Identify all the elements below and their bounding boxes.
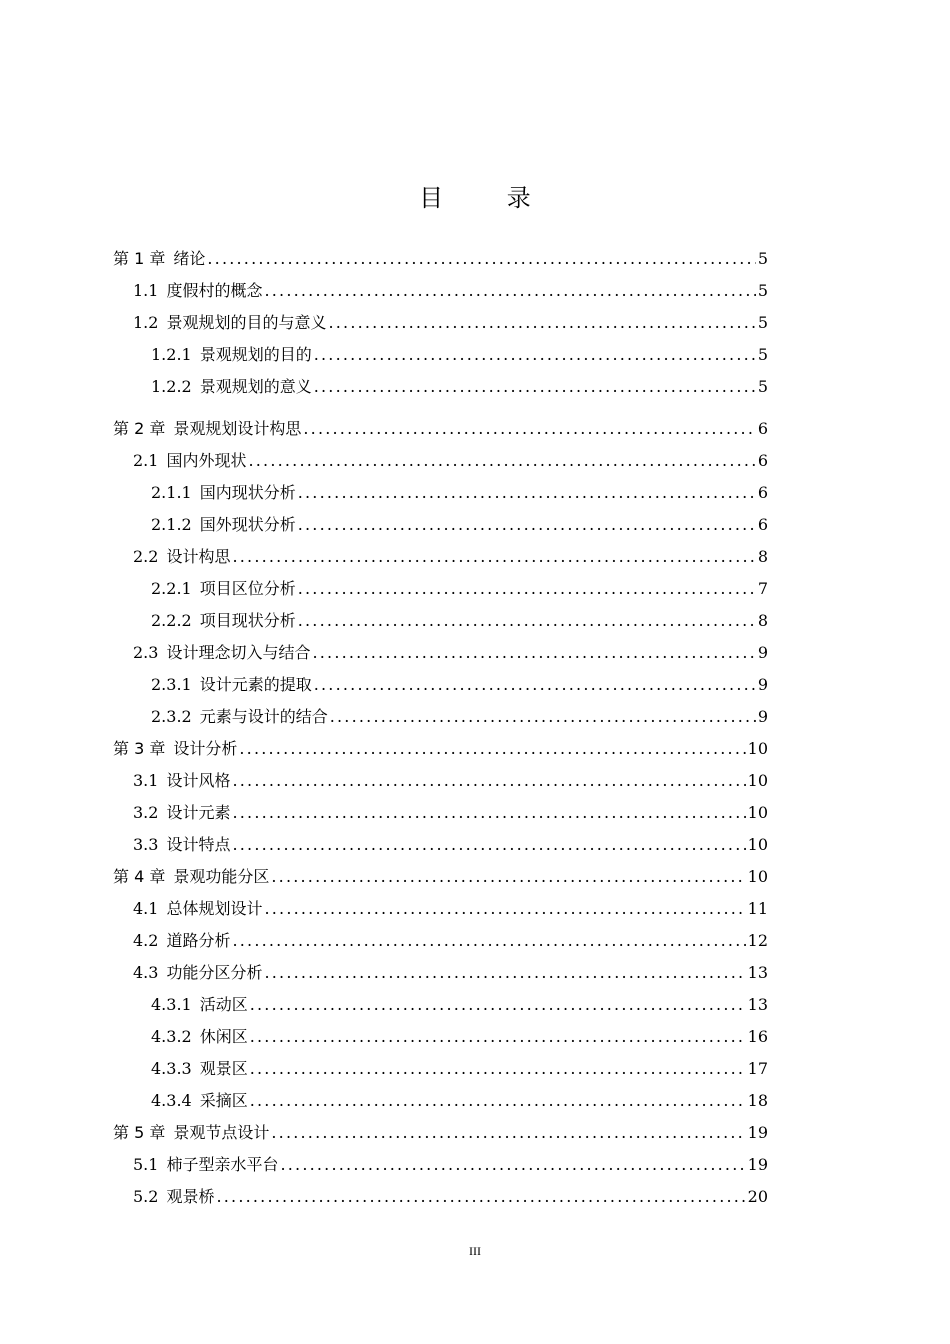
toc-entry-number: 1.1 <box>133 281 159 300</box>
toc-dot-leader <box>314 339 756 371</box>
toc-entry-label <box>151 339 312 371</box>
toc-entry-title: 景观节点设计 <box>173 1123 270 1142</box>
toc-dot-leader <box>328 307 755 339</box>
toc-entry-page: 10 <box>747 835 768 854</box>
toc-entry-title: 景观功能分区 <box>173 867 270 886</box>
toc-entry-page: 10 <box>747 739 768 758</box>
toc-dot-leader <box>264 893 745 925</box>
toc-entry-title: 项目现状分析 <box>199 611 296 630</box>
toc-dot-leader <box>264 957 745 989</box>
toc-entry-label <box>133 637 310 669</box>
toc-dot-leader <box>298 477 756 509</box>
toc-entry-title: 设计分析 <box>173 739 238 758</box>
toc-entry-title: 国内外现状 <box>166 451 247 470</box>
toc-entry-page: 5 <box>757 313 768 332</box>
toc-entry-title: 设计风格 <box>166 771 231 790</box>
toc-entry-label <box>151 1053 248 1085</box>
toc-dot-leader <box>216 1181 745 1213</box>
toc-entry-page: 8 <box>757 611 768 630</box>
toc-entry-label <box>151 669 312 701</box>
toc-subsection-entry[interactable] <box>113 1085 768 1117</box>
toc-entry-number: 3.2 <box>133 803 159 822</box>
toc-entry-label <box>151 573 296 605</box>
toc-entry-number: 第 2 章 <box>113 419 166 438</box>
toc-entry-title: 设计理念切入与结合 <box>166 643 311 662</box>
toc-entry-number: 2.1.1 <box>151 483 192 502</box>
toc-entry-label <box>133 445 246 477</box>
toc-section-entry[interactable] <box>113 1181 768 1213</box>
toc-chapter-entry[interactable] <box>113 243 768 275</box>
table-of-contents <box>113 243 768 1213</box>
toc-section-entry[interactable] <box>113 275 768 307</box>
toc-section-entry[interactable] <box>113 637 768 669</box>
toc-entry-page: 19 <box>747 1155 768 1174</box>
toc-entry-number: 2.3.1 <box>151 675 192 694</box>
toc-dot-leader <box>303 413 755 445</box>
toc-entry-title: 景观规划的意义 <box>199 377 312 396</box>
toc-section-entry[interactable] <box>113 893 768 925</box>
toc-entry-label <box>133 797 230 829</box>
toc-entry-title: 功能分区分析 <box>166 963 263 982</box>
toc-subsection-entry[interactable] <box>113 1021 768 1053</box>
toc-subsection-entry[interactable] <box>113 509 768 541</box>
toc-section-entry[interactable] <box>113 925 768 957</box>
toc-entry-page: 5 <box>757 345 768 364</box>
toc-chapter-entry[interactable] <box>113 733 768 765</box>
toc-entry-number: 4.1 <box>133 899 159 918</box>
toc-entry-title: 休闲区 <box>199 1027 248 1046</box>
toc-entry-title: 观景桥 <box>166 1187 215 1206</box>
toc-entry-page: 13 <box>747 963 768 982</box>
toc-entry-title: 观景区 <box>199 1059 248 1078</box>
toc-subsection-entry[interactable] <box>113 701 768 733</box>
toc-entry-title: 采摘区 <box>199 1091 248 1110</box>
toc-entry-page: 6 <box>757 451 768 470</box>
toc-chapter-entry[interactable] <box>113 413 768 445</box>
toc-dot-leader <box>232 541 755 573</box>
toc-entry-number: 4.3.1 <box>151 995 192 1014</box>
toc-entry-label <box>133 957 262 989</box>
toc-dot-leader <box>250 1021 746 1053</box>
toc-entry-page: 6 <box>757 483 768 502</box>
toc-entry-number: 1.2 <box>133 313 159 332</box>
toc-entry-page: 10 <box>747 867 768 886</box>
toc-entry-label <box>133 1181 214 1213</box>
toc-subsection-entry[interactable] <box>113 573 768 605</box>
toc-subsection-entry[interactable] <box>113 605 768 637</box>
toc-dot-leader <box>314 669 756 701</box>
toc-entry-number: 5.2 <box>133 1187 159 1206</box>
toc-entry-number: 3.3 <box>133 835 159 854</box>
toc-entry-label <box>133 1149 278 1181</box>
toc-entry-title: 总体规划设计 <box>166 899 263 918</box>
toc-entry-label <box>133 829 230 861</box>
toc-entry-number: 第 4 章 <box>113 867 166 886</box>
toc-dot-leader <box>232 829 745 861</box>
toc-entry-number: 2.2.1 <box>151 579 192 598</box>
toc-dot-leader <box>271 861 745 893</box>
toc-dot-leader <box>232 925 745 957</box>
toc-dot-leader <box>298 509 756 541</box>
toc-entry-number: 2.1.2 <box>151 515 192 534</box>
toc-entry-label <box>151 1021 248 1053</box>
toc-section-entry[interactable] <box>113 445 768 477</box>
toc-entry-page: 13 <box>747 995 768 1014</box>
toc-subsection-entry[interactable] <box>113 477 768 509</box>
toc-entry-number: 2.2 <box>133 547 159 566</box>
toc-entry-title: 设计构思 <box>166 547 231 566</box>
toc-section-entry[interactable] <box>113 957 768 989</box>
toc-entry-page: 10 <box>747 771 768 790</box>
toc-dot-leader <box>271 1117 745 1149</box>
toc-entry-page: 12 <box>747 931 768 950</box>
toc-entry-page: 5 <box>757 281 768 300</box>
toc-entry-page: 9 <box>757 707 768 726</box>
toc-dot-leader <box>314 371 756 403</box>
toc-entry-label <box>151 989 248 1021</box>
toc-entry-title: 国内现状分析 <box>199 483 296 502</box>
toc-entry-page: 18 <box>747 1091 768 1110</box>
toc-subsection-entry[interactable] <box>113 339 768 371</box>
toc-entry-label <box>151 371 312 403</box>
toc-entry-page: 6 <box>757 419 768 438</box>
toc-entry-page: 8 <box>757 547 768 566</box>
toc-entry-label <box>113 733 237 765</box>
toc-entry-label <box>133 275 262 307</box>
toc-dot-leader <box>280 1149 745 1181</box>
toc-entry-title: 景观规划的目的与意义 <box>166 313 327 332</box>
toc-entry-title: 度假村的概念 <box>166 281 263 300</box>
toc-dot-leader <box>248 445 755 477</box>
toc-chapter-entry[interactable] <box>113 1117 768 1149</box>
toc-entry-title: 设计元素 <box>166 803 231 822</box>
toc-entry-label <box>151 509 296 541</box>
toc-entry-number: 第 3 章 <box>113 739 166 758</box>
toc-entry-number: 2.2.2 <box>151 611 192 630</box>
toc-entry-label <box>113 861 269 893</box>
toc-dot-leader <box>239 733 745 765</box>
toc-entry-number: 4.3 <box>133 963 159 982</box>
toc-entry-label <box>133 541 230 573</box>
toc-entry-label <box>113 1117 269 1149</box>
toc-section-entry[interactable] <box>113 1149 768 1181</box>
toc-entry-number: 5.1 <box>133 1155 159 1174</box>
toc-entry-title: 景观规划设计构思 <box>173 419 302 438</box>
page-number: III <box>469 1244 481 1258</box>
toc-entry-title: 设计元素的提取 <box>199 675 312 694</box>
toc-dot-leader <box>298 605 756 637</box>
toc-dot-leader <box>264 275 755 307</box>
toc-entry-label <box>151 605 296 637</box>
toc-entry-label <box>151 477 296 509</box>
toc-entry-title: 柿子型亲水平台 <box>166 1155 279 1174</box>
toc-subsection-entry[interactable] <box>113 1053 768 1085</box>
toc-entry-title: 项目区位分析 <box>199 579 296 598</box>
toc-entry-label <box>113 243 205 275</box>
toc-entry-page: 9 <box>757 675 768 694</box>
toc-entry-label <box>151 1085 248 1117</box>
toc-entry-number: 1.2.2 <box>151 377 192 396</box>
toc-entry-label <box>133 925 230 957</box>
toc-entry-page: 16 <box>747 1027 768 1046</box>
toc-entry-label <box>133 893 262 925</box>
toc-entry-page: 10 <box>747 803 768 822</box>
toc-entry-page: 9 <box>757 643 768 662</box>
toc-entry-number: 4.2 <box>133 931 159 950</box>
toc-entry-label <box>151 701 328 733</box>
toc-entry-page: 17 <box>747 1059 768 1078</box>
toc-dot-leader <box>250 1085 746 1117</box>
toc-entry-title: 国外现状分析 <box>199 515 296 534</box>
toc-entry-title: 绪论 <box>173 249 206 268</box>
toc-section-entry[interactable] <box>113 797 768 829</box>
toc-entry-number: 第 1 章 <box>113 249 166 268</box>
toc-entry-number: 1.2.1 <box>151 345 192 364</box>
toc-entry-number: 2.3 <box>133 643 159 662</box>
toc-entry-page: 7 <box>757 579 768 598</box>
toc-subsection-entry[interactable] <box>113 371 768 403</box>
toc-dot-leader <box>250 1053 746 1085</box>
toc-section-entry[interactable] <box>113 307 768 339</box>
toc-entry-title: 设计特点 <box>166 835 231 854</box>
toc-entry-number: 3.1 <box>133 771 159 790</box>
toc-entry-number: 4.3.4 <box>151 1091 192 1110</box>
toc-dot-leader <box>232 765 745 797</box>
toc-entry-page: 6 <box>757 515 768 534</box>
toc-entry-number: 第 5 章 <box>113 1123 166 1142</box>
toc-dot-leader <box>298 573 756 605</box>
toc-entry-label <box>113 413 301 445</box>
toc-entry-page: 5 <box>757 249 768 268</box>
toc-entry-title: 活动区 <box>199 995 248 1014</box>
toc-entry-number: 4.3.2 <box>151 1027 192 1046</box>
toc-subsection-entry[interactable] <box>113 669 768 701</box>
toc-entry-number: 4.3.3 <box>151 1059 192 1078</box>
toc-dot-leader <box>250 989 746 1021</box>
toc-entry-page: 5 <box>757 377 768 396</box>
toc-dot-leader <box>232 797 745 829</box>
toc-dot-leader <box>207 243 755 275</box>
toc-entry-label <box>133 307 326 339</box>
toc-entry-label <box>133 765 230 797</box>
toc-subsection-entry[interactable] <box>113 989 768 1021</box>
toc-dot-leader <box>330 701 756 733</box>
toc-entry-title: 元素与设计的结合 <box>199 707 328 726</box>
toc-entry-page: 20 <box>747 1187 768 1206</box>
toc-dot-leader <box>312 637 755 669</box>
toc-entry-title: 景观规划的目的 <box>199 345 312 364</box>
toc-chapter-entry[interactable] <box>113 861 768 893</box>
toc-section-entry[interactable] <box>113 829 768 861</box>
toc-entry-number: 2.3.2 <box>151 707 192 726</box>
toc-entry-title: 道路分析 <box>166 931 231 950</box>
toc-entry-number: 2.1 <box>133 451 159 470</box>
page-title: 目 录 <box>419 184 559 212</box>
toc-entry-page: 19 <box>747 1123 768 1142</box>
toc-section-entry[interactable] <box>113 765 768 797</box>
toc-section-entry[interactable] <box>113 541 768 573</box>
toc-entry-page: 11 <box>747 899 768 918</box>
